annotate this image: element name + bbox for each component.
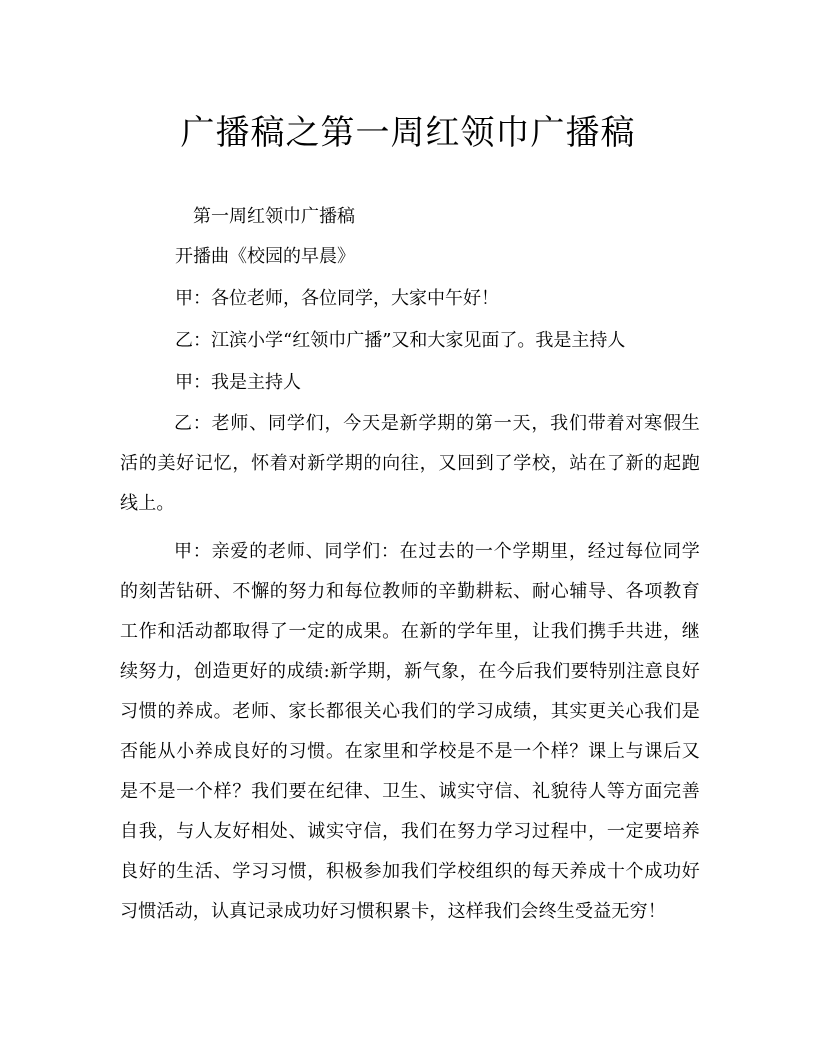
- paragraph-new-semester: 乙：老师、同学们，今天是新学期的第一天，我们带着对寒假生活的美好记忆，怀着对新学期的向往，又回到了学校，站在了新的起跑线上。: [120, 413, 700, 514]
- dialogue-line-yi-intro: 乙：江滨小学“红领巾广播”又和大家见面了。我是主持人: [175, 330, 626, 351]
- dialogue-line-jia-host: 甲：我是主持人: [175, 372, 301, 393]
- dialogue-line-jia-greeting: 甲：各位老师，各位同学，大家中午好！: [175, 288, 499, 309]
- paragraph-good-habits: 甲：亲爱的老师、同学们：在过去的一个学期里，经过每位同学的刻苦钻研、不懈的努力和每位教师的辛勤耕耘、耐心辅导、各项教育工作和活动都取得了一定的成果。在新的学年里，让我们携手共进，继续努力，创造更好的成绩:新学期，新气象，在今后我们要特别注意良好习惯的养成。老师、家长都很关心我们的学习成绩，其实更关心我们是否能从小养成良好的习惯。在家里和学校是不是一个样？课上与课后又是不是一个样？我们要在纪律、卫生、诚实守信、礼貌待人等方面完善自我，与人友好相处、诚实守信，我们在努力学习过程中，一定要培养良好的生活、学习习惯，积极参加我们学校组织的每天养成十个成功好习惯活动，认真记录成功好习惯积累卡，这样我们会终生受益无穷！: [120, 541, 700, 922]
- document-title: 广播稿之第一周红领巾广播稿: [180, 113, 636, 153]
- subtitle-line: 第一周红领巾广播稿: [193, 206, 355, 227]
- opening-music-line: 开播曲《校园的早晨》: [175, 246, 355, 267]
